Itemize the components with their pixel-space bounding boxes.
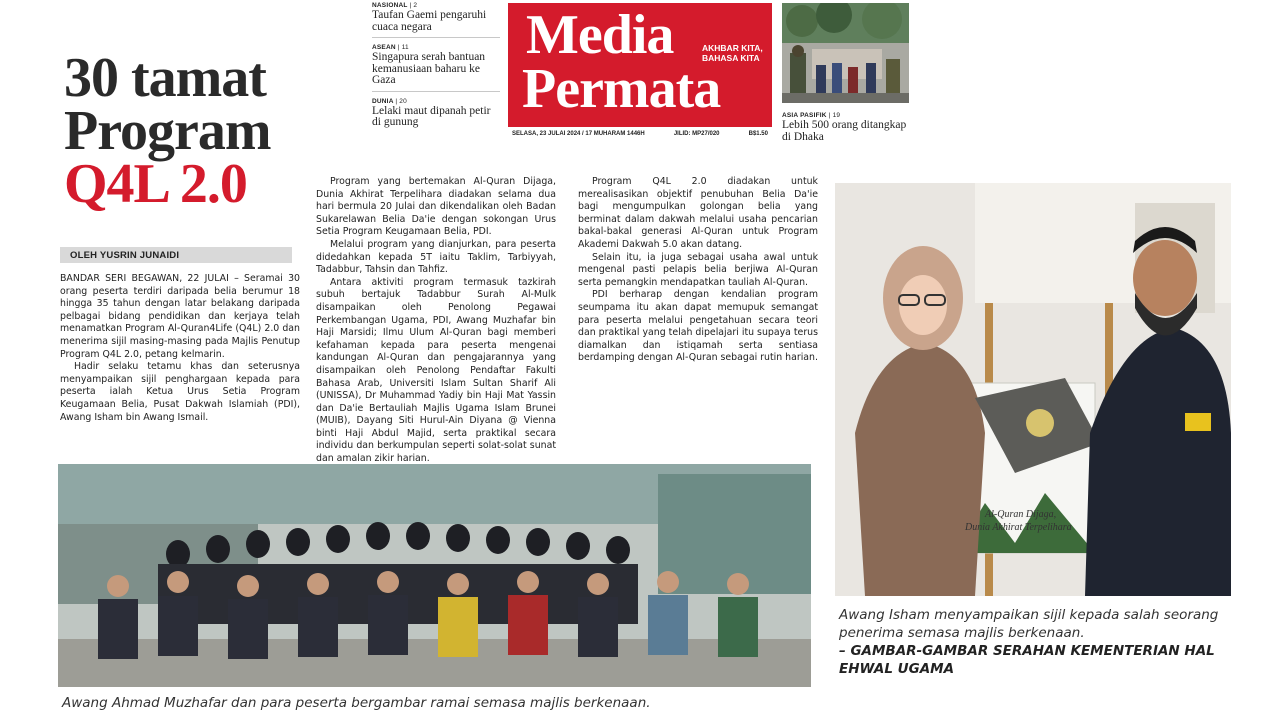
certificate-photo-image bbox=[835, 183, 1231, 596]
issue-date: SELASA, 23 JULAI 2024 / 17 MUHARAM 1446H bbox=[512, 131, 645, 137]
teaser-asia-pasifik[interactable]: ASIA PASIFIK | 19 Lebih 500 orang ditangkap di Dhaka bbox=[782, 112, 912, 143]
teaser-headline: Lelaki maut dipanah petir di gunung bbox=[372, 104, 491, 128]
poster-text-line-2: Dunia Akhirat Terpelihara bbox=[965, 522, 1072, 533]
teaser-section: ASIA PASIFIK bbox=[782, 112, 827, 119]
teaser-section: NASIONAL bbox=[372, 2, 408, 9]
group-photo-image bbox=[58, 464, 811, 687]
headline-line-3: Q4L 2.0 bbox=[64, 153, 247, 215]
masthead-teasers bbox=[372, 2, 500, 139]
caption-right-text: Awang Isham menyampaikan sijil kepada salah seorang penerima semasa majlis berkenaan. bbox=[839, 607, 1219, 641]
masthead-logo[interactable] bbox=[508, 3, 772, 127]
photo-certificate-handover[interactable] bbox=[835, 183, 1231, 596]
masthead-title-permata: Permata bbox=[522, 58, 721, 120]
article-paragraph: Hadir selaku tetamu khas dan seterusnya menyampaikan sijil penghargaan kepada para peserta ialah Ketua Urus Setia Program Keugamaan Belia, Pusat Dakwah Islamiah (PDI), Awang Isham bin Awang Ismail. bbox=[60, 361, 300, 423]
teaser-headline: Lebih 500 orang ditangkap di Dhaka bbox=[782, 119, 907, 143]
article-column-3 bbox=[578, 176, 818, 365]
article-paragraph: Program Q4L 2.0 diadakan untuk merealisasikan objektif penubuhan Belia Da'ie bagi mengumpulkan golongan belia yang berminat dalam dakwah melalui usaha pencarian bakal-bakal generasi Al-Quran untuk Program Akademi Dakwah 5.0 akan datang. bbox=[578, 176, 818, 250]
teaser-asean[interactable]: ASEAN | 11 Singapura serah bantuan kemanusiaan baharu ke Gaza bbox=[372, 44, 500, 92]
issue-volume: JILID: MP27/020 bbox=[673, 131, 720, 137]
teaser-page: 19 bbox=[832, 112, 841, 119]
caption-right bbox=[839, 606, 1229, 678]
article-paragraph: Melalui program yang dianjurkan, para peserta didedahkan kepada 5T iaitu Taklim, Tarbiyyah, Tadabbur, Tahsin dan Tahfiz. bbox=[316, 238, 556, 276]
teaser-page: 2 bbox=[413, 2, 418, 9]
article-column-1 bbox=[60, 273, 300, 424]
teaser-headline: Singapura serah bantuan kemanusiaan baharu ke Gaza bbox=[372, 51, 486, 86]
byline: OLEH YUSRIN JUNAIDI bbox=[60, 247, 292, 263]
teaser-headline: Taufan Gaemi pengaruhi cuaca negara bbox=[372, 9, 487, 33]
article-headline bbox=[64, 47, 314, 215]
issue-price: B$1.50 bbox=[748, 131, 768, 137]
teaser-nasional[interactable]: NASIONAL | 2 Taufan Gaemi pengaruhi cuaca negara bbox=[372, 2, 500, 38]
photo-group-participants[interactable] bbox=[58, 464, 811, 687]
article-paragraph: Program yang bertemakan Al-Quran Dijaga, Dunia Akhirat Terpelihara diadakan selama dua hari bermula 20 Julai dan dikendalikan oleh Badan Sukarelawan Belia Da'ie dengan sokongan Urus Setia Program Keugamaan Belia, PDI. bbox=[316, 176, 556, 238]
poster-text-line-1: Al-Quran Dijaga, bbox=[985, 509, 1057, 520]
article-paragraph: Selain itu, ia juga sebagai usaha awal untuk mengenal pasti pelapis belia berjiwa Al-Quran serta pemangkin mendapatkan tauliah Al-Quran. bbox=[578, 251, 818, 288]
caption-bottom: Awang Ahmad Muzhafar dan para peserta bergambar ramai semasa majlis berkenaan. bbox=[62, 695, 651, 711]
dhaka-photo-image bbox=[782, 3, 909, 103]
teaser-section: ASEAN bbox=[372, 44, 396, 51]
teaser-section: DUNIA bbox=[372, 97, 394, 105]
teaser-page: 20 bbox=[399, 97, 407, 105]
photo-credit: – GAMBAR-GAMBAR SERAHAN KEMENTERIAN HAL EHWAL UGAMA bbox=[839, 643, 1215, 677]
headline-line-2: Program bbox=[64, 100, 271, 162]
masthead-tagline: AKHBAR KITA, BAHASA KITA bbox=[702, 43, 763, 63]
headline-line-1: 30 tamat bbox=[64, 47, 266, 109]
masthead-title-media: Media bbox=[526, 4, 674, 66]
article-paragraph: PDI berharap dengan kendalian program seumpama itu akan dapat memupuk semangat para peserta melalui pengetahuan secara teori dan praktikal yang telah dipelajari itu supaya terus diamalkan dan istiqamah serta sentiasa berdamping dengan Al-Quran sebagai rutin harian. bbox=[578, 289, 818, 364]
masthead bbox=[508, 3, 772, 146]
article-column-2 bbox=[316, 176, 556, 466]
teaser-photo-dhaka[interactable] bbox=[782, 3, 909, 103]
article-paragraph: Antara aktiviti program termasuk tazkirah subuh bertajuk Tadabbur Surah Al-Mulk disampaikan oleh Penolong Pegawai Perkembangan Ugama, PDI, Awang Muzhafar bin Haji Marsidi; Ilmu Ulum Al-Quran bagi memberi kefahaman kepada para peserta mengenai kandungan Al-Quran dan pengajarannya yang disampaikan oleh Penolong Pendaftar Fakulti Bahasa Arab, Universiti Islam Sultan Sharif Ali (UNISSA), Dr Muhammad Yadiy bin Haji Mat Yassin dan Da'ie Bertauliah Majlis Ugama Islam Brunei (MUIB), Dayang Siti Hurul-Ain Diyana @ Vienna binti Haji Abdul Majid, serta praktikal secara individu dan berkumpulan seperti solat-solat sunat dan amalan zikir harian. bbox=[316, 276, 556, 465]
article-paragraph: BANDAR SERI BEGAWAN, 22 JULAI – Seramai 30 orang peserta terdiri daripada belia berumur 18 hingga 35 tahun dengan latar belakang daripada pelbagai bidang pendidikan dan kerjaya telah menamatkan Program Al-Quran4Life (Q4L) 2.0 dan menerima sijil masing-masing pada Majlis Penutup Program Q4L 2.0, petang kelmarin. bbox=[60, 273, 300, 360]
teaser-page: 11 bbox=[401, 44, 409, 51]
teaser-dunia[interactable]: DUNIA | 20 Lelaki maut dipanah petir di gunung bbox=[372, 98, 500, 133]
masthead-dateline bbox=[508, 131, 772, 137]
